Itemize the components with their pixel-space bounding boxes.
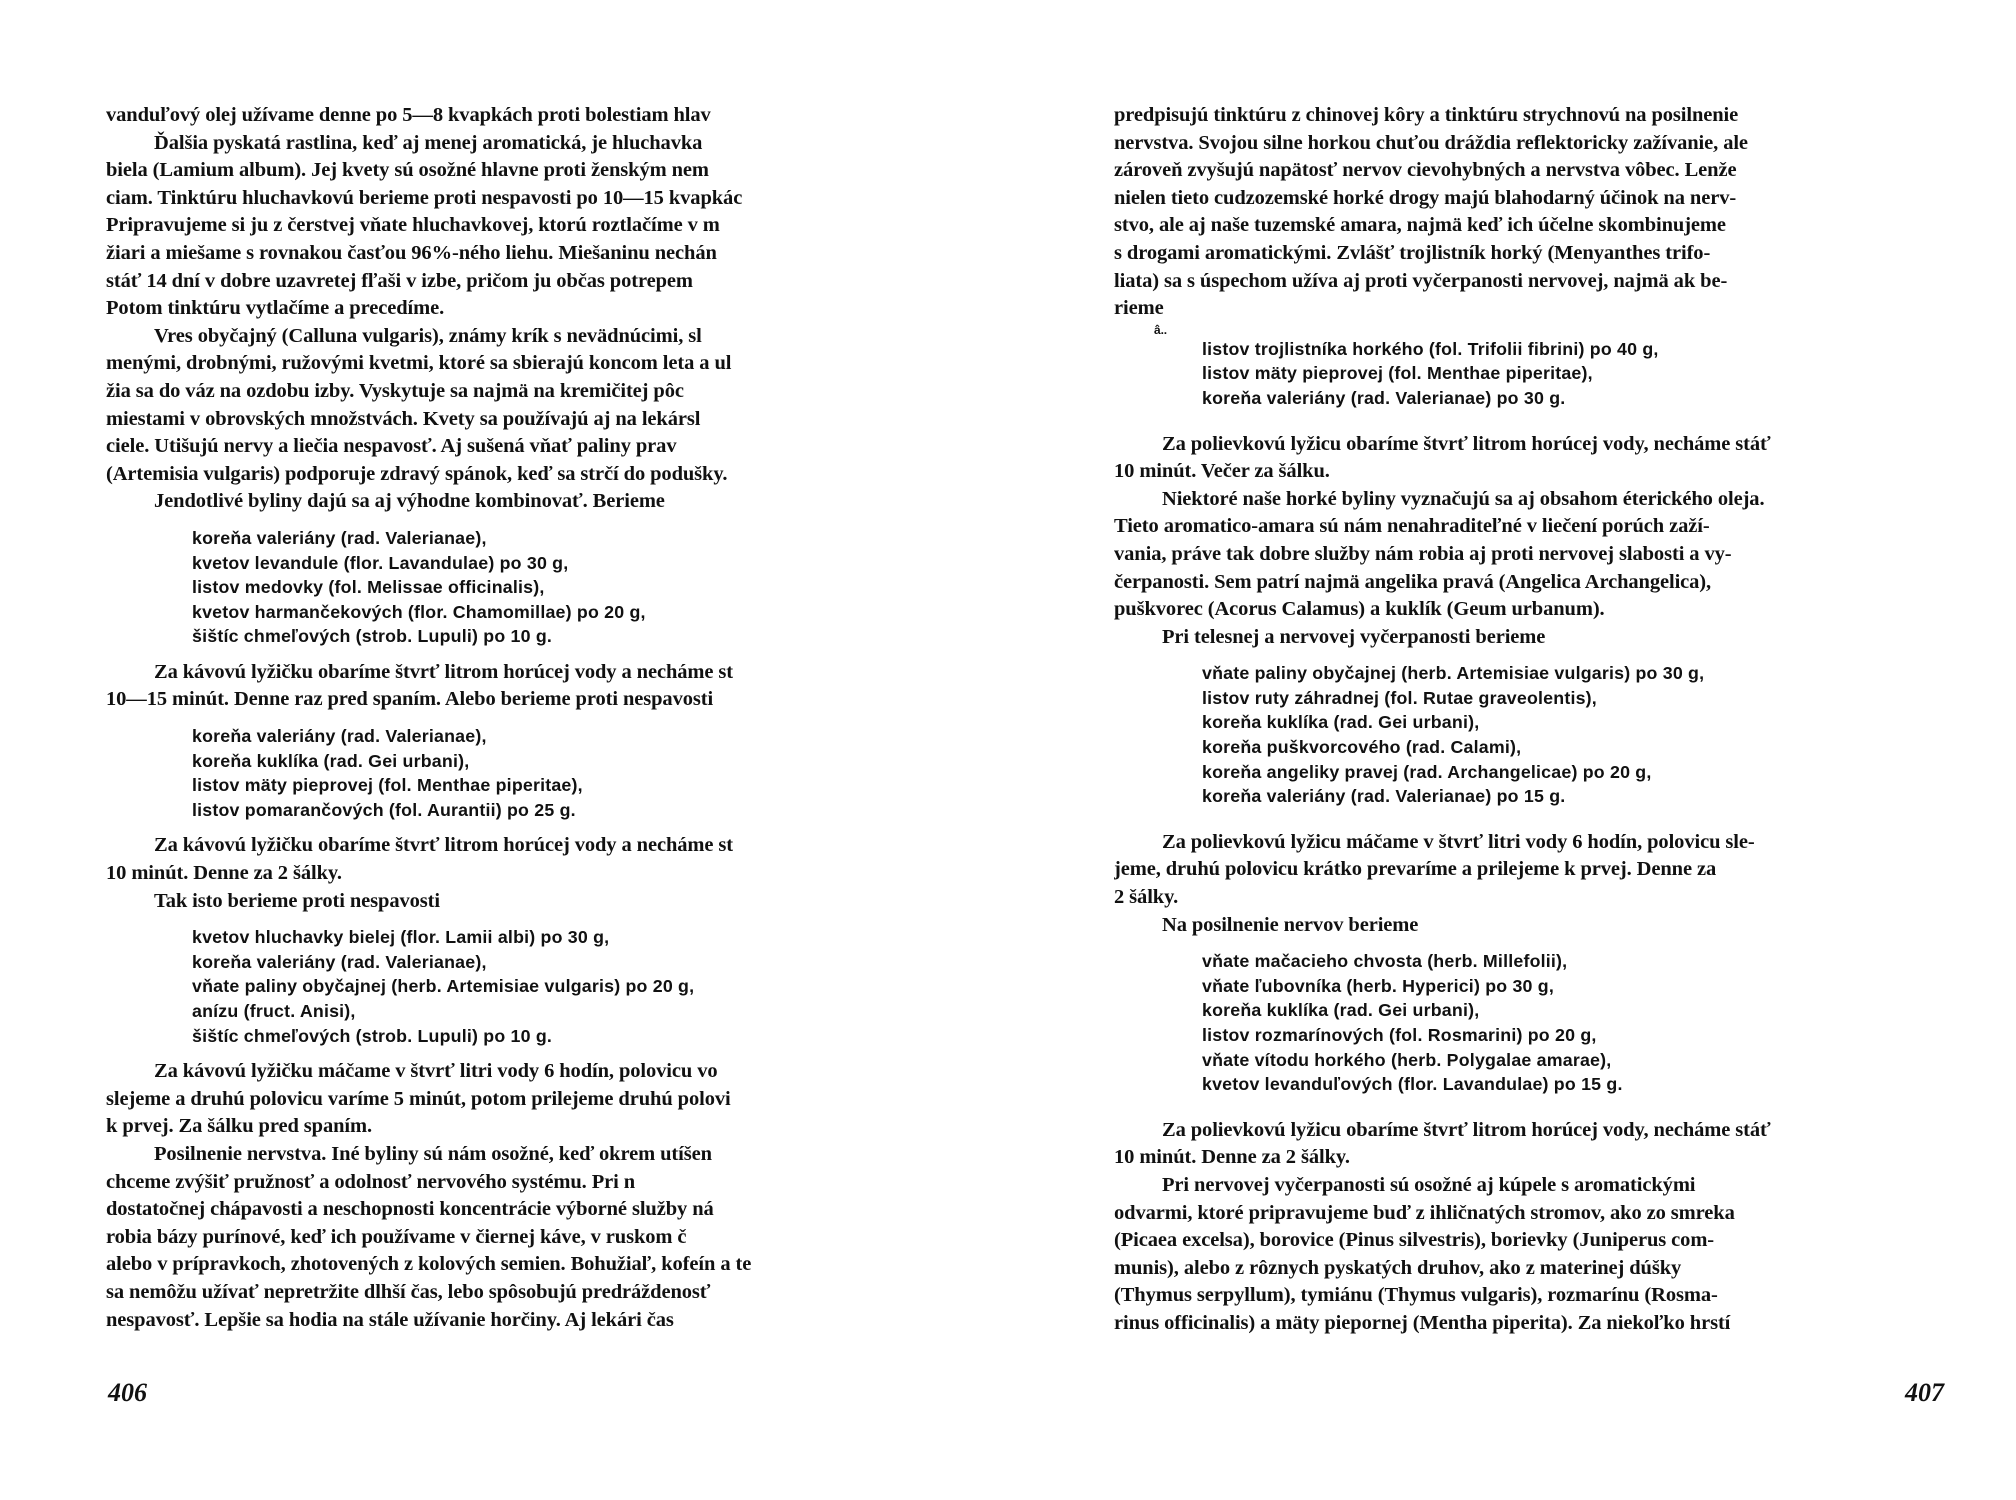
recipe-item: vňate paliny obyčajnej (herb. Artemisiae vulgaris) po 20 g, (192, 976, 695, 997)
text-line: rinus officinalis) a mäty piepornej (Mentha piperita). Za niekoľko hrstí (1114, 1311, 1731, 1334)
right-page-text (1114, 102, 1954, 1338)
text-line: dostatočnej chápavosti a neschopnosti koncentrácie výborné služby ná (106, 1198, 714, 1221)
recipe-item: listov ruty záhradnej (fol. Rutae graveolentis), (1202, 687, 1597, 708)
text-line: Potom tinktúru vytlačíme a precedíme. (106, 297, 445, 320)
recipe-item: koreňa valeriány (rad. Valerianae) po 15 g. (1202, 786, 1566, 807)
text-line: (Picaea excelsa), borovice (Pinus silvestris), borievky (Juniperus com- (1114, 1229, 1715, 1252)
text-line: chceme zvýšiť pružnosť a odolnosť nervového systému. Pri n (106, 1170, 636, 1193)
recipe-item: vňate mačacieho chvosta (herb. Millefolii), (1202, 951, 1568, 972)
recipe-item: koreňa valeriány (rad. Valerianae), (192, 527, 487, 548)
text-line: 2 šálky. (1114, 886, 1179, 909)
recipe-item: listov medovky (fol. Melissae officinalis), (192, 577, 545, 598)
text-line: liata) sa s úspechom užíva aj proti vyčerpanosti nervovej, najmä ak be- (1114, 269, 1728, 292)
text-line: žiari a miešame s rovnakou časťou 96%-ného liehu. Miešaninu nechán (106, 241, 717, 264)
text-line: vania, práve tak dobre služby nám robia aj proti nervovej slabosti a vy- (1114, 542, 1732, 565)
text-line: predpisujú tinktúru z chinovej kôry a tinktúru strychnovú na posilnenie (1114, 104, 1739, 126)
recipe-item: vňate vítodu horkého (herb. Polygalae amarae), (1202, 1049, 1612, 1070)
text-line: vanduľový olej užívame denne po 5—8 kvapkách proti bolestiam hlav (106, 104, 711, 126)
text-line: 10 minút. Denne za 2 šálky. (106, 862, 342, 885)
text-line: alebo v prípravkoch, zhotovených z kolových semien. Bohužiaľ, kofeín a te (106, 1253, 752, 1276)
left-page-text (106, 102, 914, 1334)
text-line: stvo, ale aj naše tuzemské amara, najmä keď ich účelne skombinujeme (1114, 214, 1726, 237)
text-line: Za polievkovú lyžicu máčame v štvrť litri vody 6 hodín, polovicu sle- (1162, 830, 1755, 853)
page-number: 407 (1905, 1378, 1944, 1407)
text-line: odvarmi, ktoré pripravujeme buď z ihličnatých stromov, ako zo smreka (1114, 1201, 1735, 1224)
recipe-item: vňate paliny obyčajnej (herb. Artemisiae vulgaris) po 30 g, (1202, 663, 1705, 684)
text-line: stáť 14 dní v dobre uzavretej fľaši v izbe, pričom ju občas potrepem (106, 269, 693, 292)
text-line: rieme (1114, 297, 1164, 320)
text-line: Jendotlivé byliny dajú sa aj výhodne kombinovať. Berieme (154, 490, 665, 513)
recipe-item: koreňa kuklíka (rad. Gei urbani), (1202, 712, 1480, 733)
recipe-item: koreňa kuklíka (rad. Gei urbani), (1202, 1000, 1480, 1021)
page-number: 406 (108, 1378, 147, 1407)
text-line: nielen tieto cudzozemské horké drogy majú blahodarný účinok na nerv- (1114, 186, 1737, 209)
recipe-item: koreňa valeriány (rad. Valerianae) po 30 g. (1202, 387, 1566, 408)
text-line: nervstva. Svojou silne horkou chuťou dráždia reflektoricky zažívanie, ale (1114, 131, 1748, 154)
text-line: menými, drobnými, ružovými kvetmi, ktoré sa sbierajú koncom leta a ul (106, 352, 732, 375)
text-line: 10 minút. Večer za šálku. (1114, 460, 1330, 483)
recipe-item: šištíc chmeľových (strob. Lupuli) po 10 g. (192, 1025, 553, 1046)
text-line: ciele. Utišujú nervy a liečia nespavosť. Aj sušená vňať paliny prav (106, 435, 677, 458)
text-line: munis), alebo z rôznych pyskatých druhov, ako z materinej dúšky (1114, 1256, 1682, 1279)
text-line: Za kávovú lyžičku obaríme štvrť litrom horúcej vody a necháme st (154, 834, 734, 857)
recipe-item: vňate ľubovníka (herb. Hyperici) po 30 g, (1202, 975, 1554, 996)
recipe-item: kvetov levandule (flor. Lavandulae) po 30 g, (192, 552, 569, 573)
recipe-item: koreňa kuklíka (rad. Gei urbani), (192, 750, 470, 771)
text-line: Za kávovú lyžičku máčame v štvrť litri vody 6 hodín, polovicu vo (154, 1060, 718, 1083)
recipe-item: koreňa angeliky pravej (rad. Archangelicae) po 20 g, (1202, 761, 1652, 782)
text-line: k prvej. Za šálku pred spaním. (106, 1115, 373, 1138)
text-line: (Thymus serpyllum), tymiánu (Thymus vulgaris), rozmarínu (Rosma- (1114, 1284, 1718, 1307)
text-line: puškvorec (Acorus Calamus) a kuklík (Geum urbanum). (1114, 598, 1605, 621)
text-line: Na posilnenie nervov berieme (1162, 913, 1419, 936)
print-mark: â.. (1154, 322, 1168, 337)
recipe-item: anízu (fruct. Anisi), (192, 1001, 356, 1021)
text-line: Niektoré naše horké byliny vyznačujú sa aj obsahom éterického oleja. (1162, 487, 1765, 510)
text-line: Tak isto berieme proti nespavosti (154, 889, 440, 912)
text-line: Za polievkovú lyžicu obaríme štvrť litrom horúcej vody, necháme stáť (1162, 432, 1771, 455)
text-line: Pri telesnej a nervovej vyčerpanosti berieme (1162, 625, 1546, 648)
recipe-item: listov trojlistníka horkého (fol. Trifolii fibrini) po 40 g, (1202, 338, 1659, 359)
text-line: čerpanosti. Sem patrí najmä angelika pravá (Angelica Archangelica), (1114, 570, 1712, 593)
text-line: slejeme a druhú polovicu varíme 5 minút, potom prilejeme druhú polovi (106, 1087, 731, 1110)
recipe-item: kvetov harmančekových (flor. Chamomillae) po 20 g, (192, 601, 646, 622)
text-line: 10 minút. Denne za 2 šálky. (1114, 1146, 1350, 1169)
text-line: biela (Lamium album). Jej kvety sú osožné hlavne proti ženským nem (106, 159, 709, 182)
recipe-item: koreňa puškvorcového (rad. Calami), (1202, 737, 1522, 758)
text-line: zároveň zvyšujú napätosť nervov cievohybných a nervstva vôbec. Lenže (1114, 159, 1737, 182)
text-line: ciam. Tinktúru hluchavkovú berieme proti nespavosti po 10—15 kvapkác (106, 186, 743, 209)
recipe-item: listov mäty pieprovej (fol. Menthae piperitae), (1202, 363, 1593, 384)
text-line: (Artemisia vulgaris) podporuje zdravý spánok, keď sa strčí do podušky. (106, 462, 728, 485)
recipe-item: listov pomarančových (fol. Aurantii) po 25 g. (192, 799, 576, 820)
recipe-item: kvetov levanduľových (flor. Lavandulae) po 15 g. (1202, 1074, 1623, 1095)
text-line: Za polievkovú lyžicu obaríme štvrť litrom horúcej vody, necháme stáť (1162, 1118, 1771, 1141)
text-line: Posilnenie nervstva. Iné byliny sú nám osožné, keď okrem utíšen (154, 1142, 712, 1165)
text-line: Tieto aromatico-amara sú nám nenahraditeľné v liečení porúch zaží- (1114, 515, 1710, 538)
text-line: Vres obyčajný (Calluna vulgaris), známy krík s nevädnúcimi, sl (154, 324, 702, 347)
text-line: nespavosť. Lepšie sa hodia na stále užívanie horčiny. Aj lekári čas (106, 1308, 674, 1331)
text-line: 10—15 minút. Denne raz pred spaním. Alebo berieme proti nespavosti (106, 688, 714, 711)
recipe-item: listov rozmarínových (fol. Rosmarini) po 20 g, (1202, 1025, 1597, 1045)
text-line: jeme, druhú polovicu krátko prevaríme a prilejeme k prvej. Denne za (1114, 858, 1717, 881)
recipe-item: listov mäty pieprovej (fol. Menthae piperitae), (192, 775, 583, 796)
recipe-item: koreňa valeriány (rad. Valerianae), (192, 726, 487, 747)
text-line: sa nemôžu užívať nepretržite dlhší čas, lebo spôsobujú predráždenosť (106, 1280, 711, 1303)
text-line: žia sa do váz na ozdobu izby. Vyskytuje sa najmä na kremičitej pôc (106, 379, 684, 402)
text-line: Pri nervovej vyčerpanosti sú osožné aj kúpele s aromatickými (1162, 1173, 1696, 1196)
recipe-item: kvetov hluchavky bielej (flor. Lamii albi) po 30 g, (192, 927, 610, 948)
text-line: Ďalšia pyskatá rastlina, keď aj menej aromatická, je hluchavka (154, 131, 703, 154)
text-line: Pripravujeme si ju z čerstvej vňate hluchavkovej, ktorú roztlačíme v m (106, 214, 720, 237)
text-line: Za kávovú lyžičku obaríme štvrť litrom horúcej vody a necháme st (154, 660, 734, 683)
text-line: robia bázy purínové, keď ich používame v čiernej káve, v ruskom č (106, 1225, 687, 1248)
text-line: miestami v obrovských množstvách. Kvety sa používajú aj na lekársl (106, 407, 701, 430)
text-line: s drogami aromatickými. Zvlášť trojlistník horký (Menyanthes trifo- (1114, 241, 1711, 264)
right-page (1008, 0, 2016, 1500)
recipe-item: šištíc chmeľových (strob. Lupuli) po 10 g. (192, 626, 553, 647)
recipe-item: koreňa valeriány (rad. Valerianae), (192, 951, 487, 972)
